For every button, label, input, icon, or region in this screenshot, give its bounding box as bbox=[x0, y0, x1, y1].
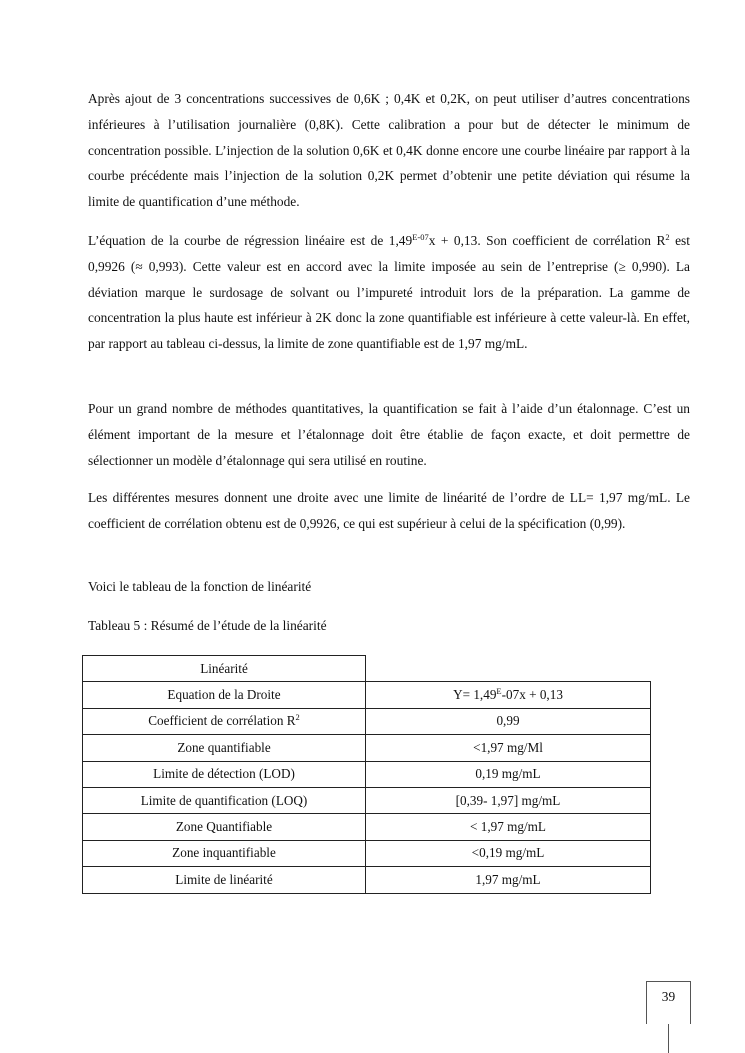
row-label: Limite de détection (LOD) bbox=[83, 761, 366, 787]
table-row bbox=[83, 761, 651, 787]
table-row bbox=[83, 840, 651, 866]
row-label: Zone Quantifiable bbox=[83, 814, 366, 840]
regression-exponent: E-07 bbox=[412, 232, 429, 242]
row-label: Equation de la Droite bbox=[83, 682, 366, 708]
equation-exponent: E bbox=[496, 686, 502, 697]
table-header-row bbox=[83, 656, 651, 682]
regression-text-2: x + 0,13. Son coefficient de corrélation R bbox=[428, 233, 666, 248]
row-value: 0,19 mg/mL bbox=[366, 761, 651, 787]
row-value: [0,39- 1,97] mg/mL bbox=[366, 787, 651, 813]
paragraph-regression bbox=[88, 228, 690, 357]
row-value bbox=[366, 682, 651, 708]
table-caption: Tableau 5 : Résumé de l’étude de la linéarité bbox=[88, 618, 327, 633]
row-label: Zone inquantifiable bbox=[83, 840, 366, 866]
table-row bbox=[83, 787, 651, 813]
row-label: Zone quantifiable bbox=[83, 735, 366, 761]
page-number: 39 bbox=[646, 981, 691, 1024]
table-row bbox=[83, 867, 651, 893]
row-label: Limite de linéarité bbox=[83, 867, 366, 893]
row-value: < 1,97 mg/mL bbox=[366, 814, 651, 840]
linearity-table bbox=[82, 655, 651, 894]
row-value: 1,97 mg/mL bbox=[366, 867, 651, 893]
table-header-blank bbox=[366, 656, 651, 682]
correlation-label: Coefficient de corrélation R bbox=[148, 713, 296, 729]
row-value: <0,19 mg/mL bbox=[366, 840, 651, 866]
equation-value-pre: Y= 1,49 bbox=[453, 687, 497, 703]
row-value: 0,99 bbox=[366, 708, 651, 734]
r-squared-superscript: 2 bbox=[665, 232, 670, 242]
page-number-divider bbox=[668, 1024, 669, 1053]
regression-text-1: L’équation de la courbe de régression linéaire est de 1,49 bbox=[88, 233, 413, 248]
paragraph-mesures: Les différentes mesures donnent une droite avec une limite de linéarité de l’ordre de LL= 1,97 mg/mL. Le coefficient de corrélation obtenu est de 0,9926, ce qui est supérieur à celui de la spécification (0,99). bbox=[88, 490, 690, 531]
table-header: Linéarité bbox=[83, 656, 366, 682]
table-row bbox=[83, 682, 651, 708]
row-label bbox=[83, 708, 366, 734]
equation-value-post: -07x + 0,13 bbox=[501, 687, 563, 703]
table-intro: Voici le tableau de la fonction de linéarité bbox=[88, 579, 312, 594]
regression-text-3: est 0,9926 (≈ 0,993). Cette valeur est en accord avec la limite imposée au sein de l’entreprise (≥ 0,990). La déviation marque le surdosage de solvant ou l’impureté introduit lors de la préparation. La gamme de concentration la plus haute est inférieur à 2K donc la zone quantifiable est inférieure à cette valeur-là. En effet, par rapport au tableau ci-dessus, la limite de zone quantifiable est de 1,97 mg/mL. bbox=[88, 233, 690, 352]
table-row bbox=[83, 735, 651, 761]
row-label: Limite de quantification (LOQ) bbox=[83, 787, 366, 813]
paragraph-etalonnage: Pour un grand nombre de méthodes quantitatives, la quantification se fait à l’aide d’un étalonnage. C’est un élément important de la mesure et l’étalonnage doit être établie de façon exacte, et doit permettre de sélectionner un modèle d’étalonnage qui sera utilisé en routine. bbox=[88, 401, 690, 468]
row-value: <1,97 mg/Ml bbox=[366, 735, 651, 761]
table-row bbox=[83, 814, 651, 840]
paragraph-calibration: Après ajout de 3 concentrations successives de 0,6K ; 0,4K et 0,2K, on peut utiliser d’autres concentrations inférieures à l’utilisation journalière (0,8K). Cette calibration a pour but de détecter le minimum de concentration possible. L’injection de la solution 0,6K et 0,4K donne encore une courbe linéaire par rapport à la courbe précédente mais l’injection de la solution 0,2K permet d’obtenir une petite déviation qui résume la limite de quantification d’une méthode. bbox=[88, 91, 690, 210]
table-row bbox=[83, 708, 651, 734]
correlation-superscript: 2 bbox=[295, 712, 300, 723]
